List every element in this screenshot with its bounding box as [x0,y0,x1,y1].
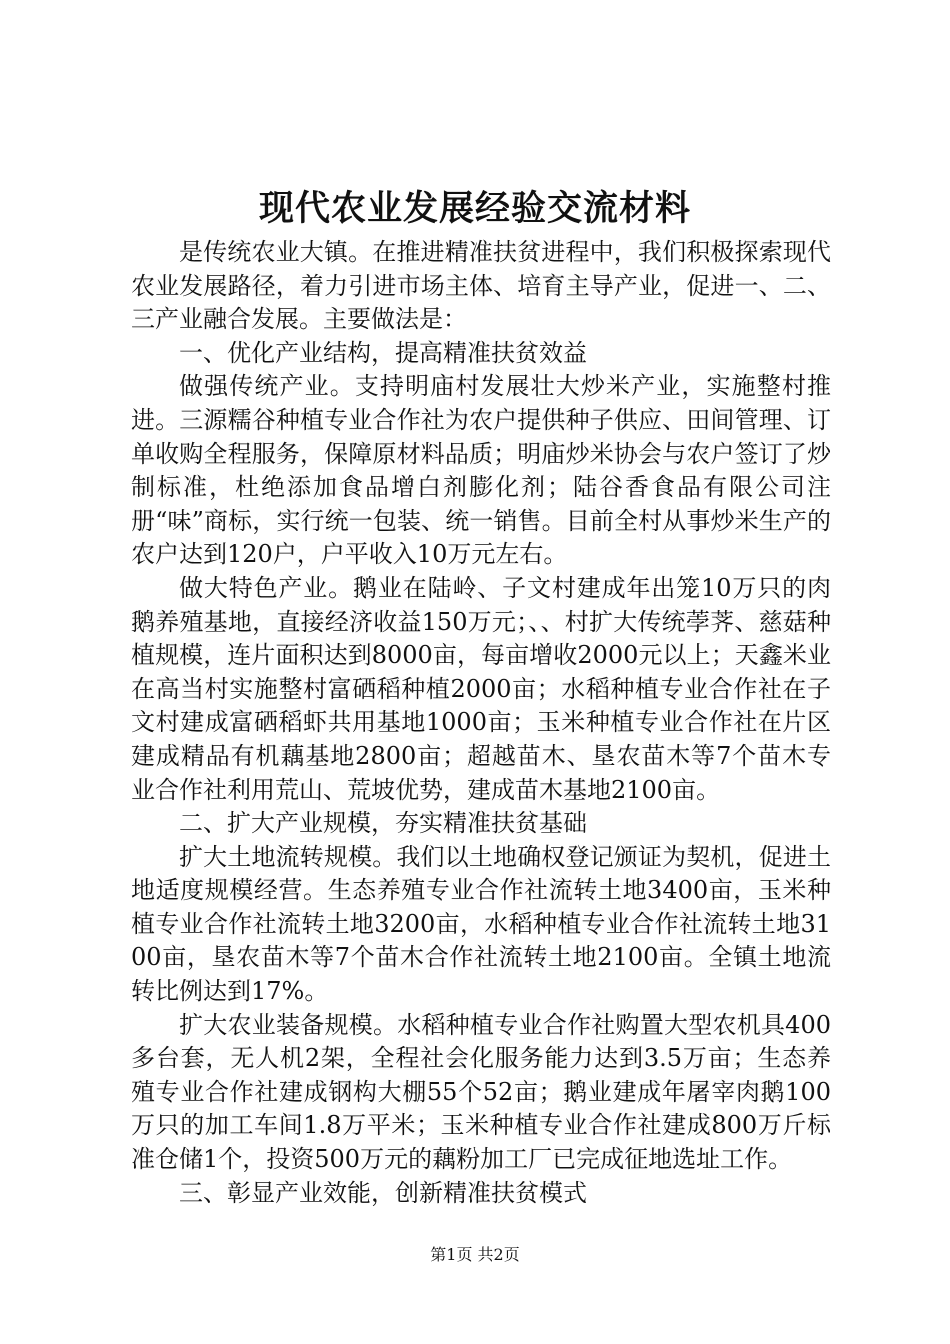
document-title: 现代农业发展经验交流材料 [258,188,691,229]
paragraph-specialty-industry: 做大特色产业。鹅业在陆岭、子文村建成年出笼10万只的肉鹅养殖基地，直接经济收益150万元；、、村扩大传统荸荠、慈菇种植规模，连片面积达到8000亩，每亩增收2000元以上；天鑫米业在高当村实施整村富硒稻种植2000亩；水稻种植专业合作社在子文村建成富硒稻虾共用基地1000亩；玉米种植专业合作社在片区建成精品有机藕基地2800亩；超越苗木、垦农苗木等7个苗木专业合作社利用荒山、荒坡优势，建成苗木基地2100亩。 [131,573,831,804]
paragraph-traditional-industry: 做强传统产业。支持明庙村发展壮大炒米产业，实施整村推进。三源糯谷种植专业合作社为农户提供种子供应、田间管理、订单收购全程服务，保障原材料品质；明庙炒米协会与农户签订了炒制标准，杜绝添加食品增白剂膨化剂；陆谷香食品有限公司注册“味”商标，实行统一包装、统一销售。目前全村从事炒米生产的农户达到120户，户平收入10万元左右。 [131,372,831,569]
section-heading-1: 一、优化产业结构，提高精准扶贫效益 [179,338,587,367]
intro-paragraph: 是传统农业大镇。在推进精准扶贫进程中，我们积极探索现代农业发展路径，着力引进市场主体、培育主导产业，促进一、二、三产业融合发展。主要做法是： [131,238,831,334]
page-footer: 第1页 共2页 [430,1245,520,1264]
section-heading-3: 三、彰显产业效能，创新精准扶贫模式 [179,1178,587,1207]
section-heading-2: 二、扩大产业规模，夯实精准扶贫基础 [179,809,587,838]
paragraph-land-transfer: 扩大土地流转规模。我们以土地确权登记颁证为契机，促进土地适度规模经营。生态养殖专业合作社流转土地3400亩，玉米种植专业合作社流转土地3200亩，水稻种植专业合作社流转土地3100亩，垦农苗木等7个苗木合作社流转土地2100亩。全镇土地流转比例达到17%。 [131,842,831,1006]
document-body [131,236,831,1210]
paragraph-equipment: 扩大农业装备规模。水稻种植专业合作社购置大型农机具400多台套，无人机2架，全程社会化服务能力达到3.5万亩；生态养殖专业合作社建成钢构大棚55个52亩；鹅业建成年屠宰肉鹅100万只的加工车间1.8万平米；玉米种植专业合作社建成800万斤标准仓储1个，投资500万元的藕粉加工厂已完成征地选址工作。 [131,1010,831,1174]
